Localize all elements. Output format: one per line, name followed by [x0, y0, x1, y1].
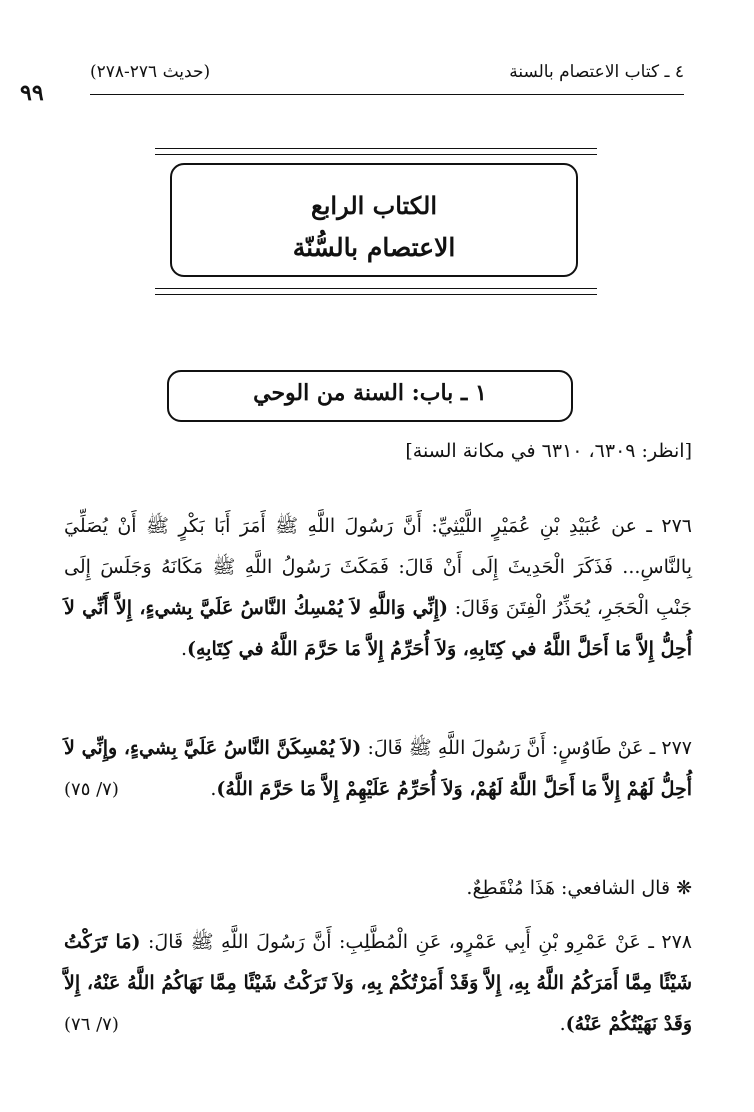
hadith-range: (حديث ٢٧٦-٢٧٨): [90, 62, 211, 82]
running-title: ٤ ـ كتاب الاعتصام بالسنة: [509, 62, 684, 82]
hadith-ending: .: [559, 1013, 566, 1035]
hadith-quote: (لاَ يُمْسِكَنَّ النَّاسُ عَلَيَّ بِشيءٍ، وإِنِّي لاَ أُحِلُّ لَهُمْ إِلاَّ مَا أَحَلَّ اللَّهُ لَهُمْ، وَلاَ أُحَرِّمُ عَلَيْهِمْ إِلاَّ مَا حَرَّمَ اللَّهُ): [64, 737, 692, 800]
frame-rule-bottom-inner: [155, 288, 597, 289]
volume-page-reference: (٧/ ٧٦): [64, 1014, 119, 1035]
shafii-note: [64, 868, 692, 909]
book-label: الكتاب الرابع: [310, 191, 438, 220]
page-number: ٩٩: [20, 80, 44, 106]
hadith-intro: ٢٧٦ ـ عن عُبَيْدِ بْنِ عُمَيْرٍ اللَّيْثِيِّ: أَنَّ رَسُولَ اللَّهِ ﷺ أَمَرَ أَبَا بَكْرٍ ﷺ أَنْ يُصَلِّيَ بِالنَّاسِ... فَذَكَرَ الْحَدِيثَ إِلَى أَنْ قَالَ: فَمَكَثَ رَسُولُ اللَّهِ ﷺ مَكَانَهُ وَجَلَسَ إِلَى جَنْبِ الْحَجَرِ، يُحَذِّرُ الْفِتَنَ وَقَالَ:: [64, 515, 692, 619]
book-title-box: [170, 163, 578, 277]
hadith-ending: .: [180, 638, 187, 660]
frame-rule-top-inner: [155, 154, 597, 155]
frame-rule-top: [155, 148, 597, 149]
chapter-title: ١ ـ باب: السنة من الوحي: [253, 380, 487, 406]
hadith-277: [64, 728, 692, 810]
hadith-intro: ٢٧٨ ـ عَنْ عَمْرِو بْنِ أَبِي عَمْرٍو، عَنِ الْمُطَّلِبِ: أَنَّ رَسُولَ اللَّهِ ﷺ قَالَ:: [140, 931, 693, 953]
hadith-quote: (مَا تَرَكْتُ شَيْئًا مِمَّا أَمَرَكُمُ اللَّهُ بِهِ، إِلاَّ وَقَدْ أَمَرْتُكُمْ بِهِ، وَلاَ تَرَكْتُ شَيْئًا مِمَّا نَهَاكُمُ اللَّهُ عَنْهُ، إِلاَّ وَقَدْ نَهَيْتُكُمْ عَنْهُ): [64, 931, 692, 1035]
hadith-intro: ٢٧٧ ـ عَنْ طَاوُسٍ: أَنَّ رَسُولَ اللَّهِ ﷺ قَالَ:: [361, 737, 692, 759]
volume-page-reference: (٧/ ٧٥): [64, 779, 119, 800]
frame-rule-bottom: [155, 294, 597, 295]
running-header: [90, 58, 684, 95]
note-text: ❋ قال الشافعي: هَذَا مُنْقَطِعٌ.: [466, 877, 692, 899]
hadith-278: [64, 922, 692, 1045]
hadith-quote: (إِنِّي وَاللَّهِ لاَ يُمْسِكُ النَّاسُ عَلَيَّ بِشيءٍ، إِلاَّ أَنِّي لاَ أُحِلُّ إِلاَّ مَا أَحَلَّ اللَّهُ في كِتَابِهِ، وَلاَ أُحَرِّمُ إِلاَّ مَا حَرَّمَ اللَّهُ في كِتَابِهِ): [64, 597, 692, 660]
hadith-276: [64, 506, 692, 670]
book-title-frame: [155, 148, 597, 298]
hadith-ending: .: [210, 778, 217, 800]
chapter-heading-box: [167, 370, 573, 422]
book-title: الاعتصام بالسُّنّة: [292, 233, 456, 262]
see-also-reference: [انظر: ٦٣٠٩، ٦٣١٠ في مكانة السنة]: [405, 440, 692, 462]
